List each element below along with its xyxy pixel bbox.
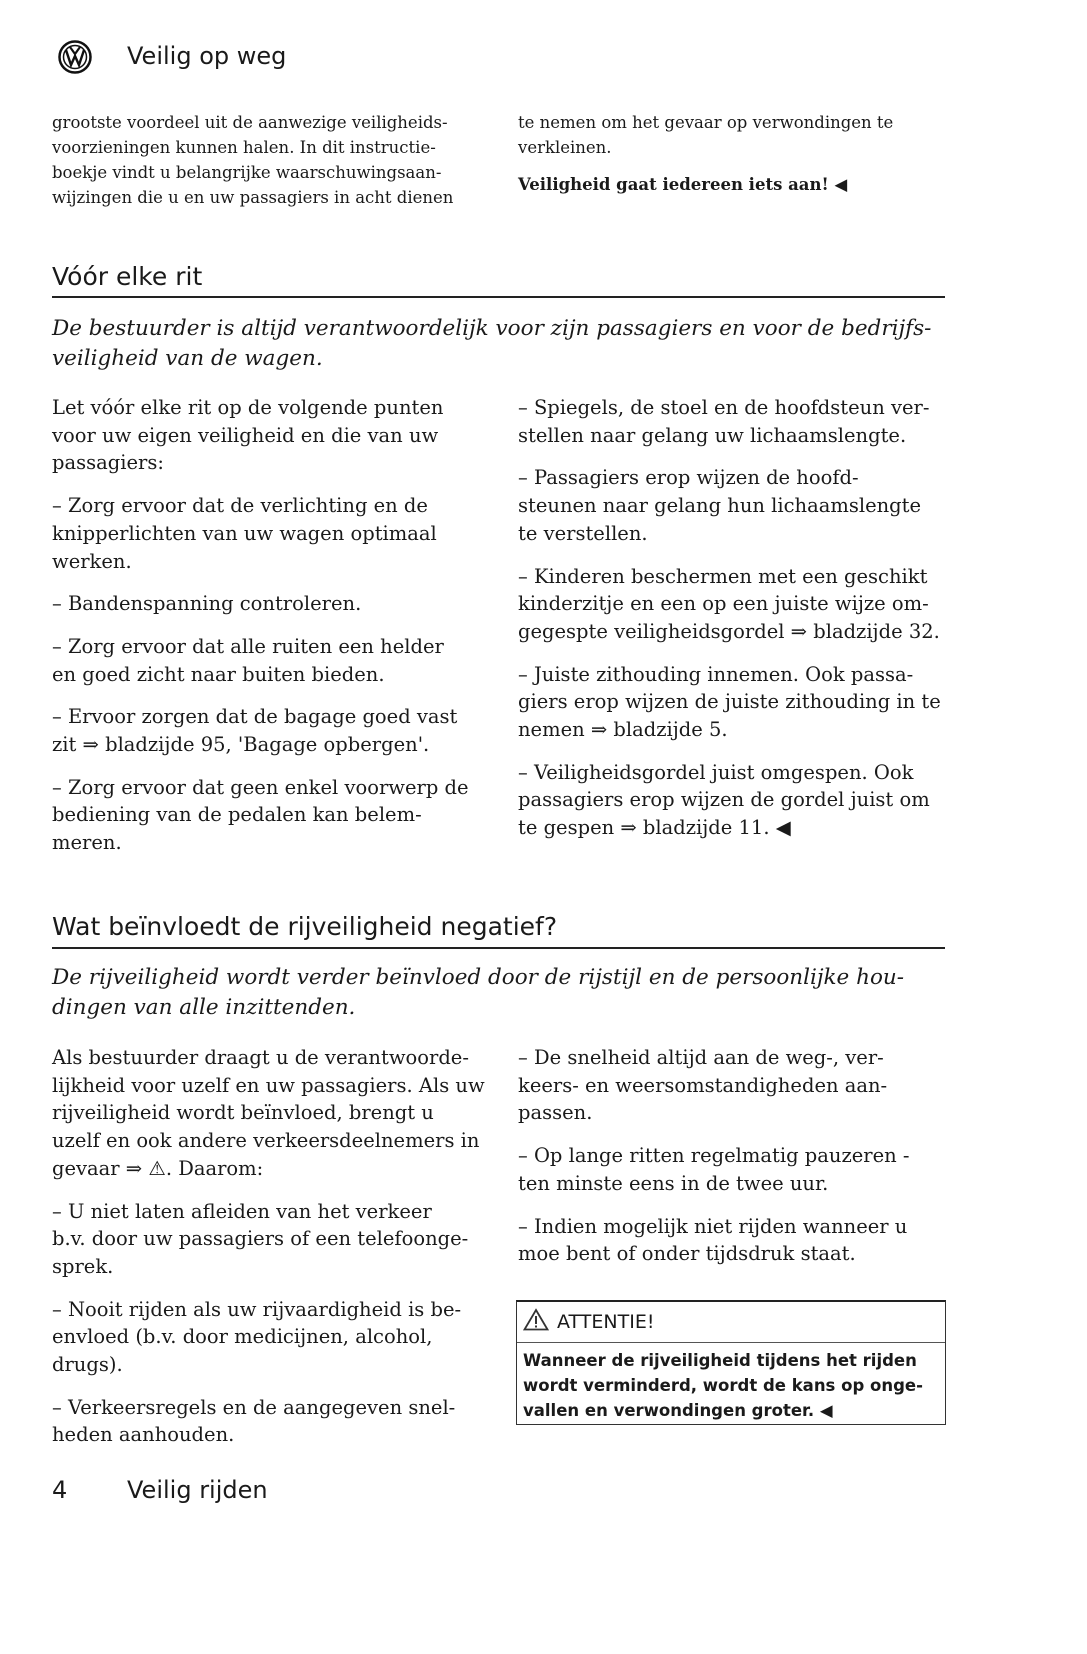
text-line: passagiers erop wijzen de gordel juist om bbox=[518, 788, 930, 812]
text-line: giers erop wijzen de juiste zithouding in te bbox=[518, 690, 941, 714]
text-line: – Ervoor zorgen dat de bagage goed vast bbox=[52, 705, 458, 729]
text-line: te nemen om het gevaar op verwondingen te bbox=[518, 113, 894, 132]
text-line: Wanneer de rijveiligheid tijdens het rijden bbox=[523, 1351, 917, 1370]
text-line: – Zorg ervoor dat alle ruiten een helder bbox=[52, 634, 444, 658]
text-line: – Indien mogelijk niet rijden wanneer u bbox=[518, 1214, 908, 1238]
text-line: en goed zicht naar buiten bieden. bbox=[52, 662, 385, 686]
paragraph bbox=[52, 590, 492, 618]
warning-triangle-icon bbox=[523, 1308, 549, 1336]
paragraph bbox=[518, 563, 948, 646]
text-line: knipperlichten van uw wagen optimaal bbox=[52, 521, 437, 545]
paragraph bbox=[52, 1394, 492, 1449]
text-line: – De snelheid altijd aan de weg-, ver- bbox=[518, 1046, 884, 1069]
chapter-title: Veilig op weg bbox=[127, 42, 287, 70]
warning-header bbox=[517, 1302, 945, 1343]
warning-text bbox=[517, 1343, 945, 1428]
section-intro bbox=[52, 314, 931, 374]
text-line: steunen naar gelang hun lichaamslengte bbox=[518, 494, 922, 518]
text-line: veiligheid van de wagen. bbox=[52, 346, 323, 371]
text-line: – Zorg ervoor dat geen enkel voorwerp de bbox=[52, 775, 469, 799]
text-line: b.v. door uw passagiers of een telefoonge- bbox=[52, 1227, 469, 1251]
text-line: zit ⇒ bladzijde 95, 'Bagage opbergen'. bbox=[52, 733, 430, 757]
left-column bbox=[52, 394, 492, 872]
text-line: kinderzitje en een op een juiste wijze om- bbox=[518, 592, 929, 616]
text-line: nemen ⇒ bladzijde 5. bbox=[518, 718, 728, 742]
text-line: ten minste eens in de twee uur. bbox=[518, 1171, 829, 1195]
paragraph bbox=[518, 464, 948, 547]
top-right-text bbox=[518, 110, 893, 160]
text-line: – Kinderen beschermen met een geschikt bbox=[518, 564, 928, 588]
text-line: Als bestuurder draagt u de verantwoorde- bbox=[52, 1046, 469, 1069]
warning-box bbox=[516, 1300, 946, 1425]
section-intro bbox=[52, 963, 904, 1023]
text-line: wordt verminderd, wordt de kans op onge- bbox=[523, 1376, 923, 1395]
text-line: – Nooit rijden als uw rijvaardigheid is be- bbox=[52, 1297, 462, 1321]
text-line: gegespte veiligheidsgordel ⇒ bladzijde 32. bbox=[518, 619, 940, 643]
text-line: passen. bbox=[518, 1101, 593, 1125]
text-line: keers- en weersomstandigheden aan- bbox=[518, 1073, 888, 1097]
text-line: meren. bbox=[52, 831, 122, 855]
text-line: envloed (b.v. door medicijnen, alcohol, bbox=[52, 1325, 433, 1349]
text-line: – Verkeersregels en de aangegeven snel- bbox=[52, 1395, 456, 1419]
text-line: te gespen ⇒ bladzijde 11. ◀ bbox=[518, 816, 791, 840]
paragraph bbox=[52, 703, 492, 758]
paragraph bbox=[52, 1044, 492, 1183]
text-line: rijveiligheid wordt beïnvloed, brengt u bbox=[52, 1101, 434, 1125]
text-line: – Spiegels, de stoel en de hoofdsteun ver- bbox=[518, 396, 930, 419]
text-line: sprek. bbox=[52, 1254, 114, 1278]
paragraph bbox=[52, 633, 492, 688]
vw-logo-icon bbox=[58, 40, 92, 78]
text-line: – Op lange ritten regelmatig pauzeren - bbox=[518, 1144, 910, 1168]
top-right-bold bbox=[518, 172, 847, 197]
text-line: werken. bbox=[52, 549, 132, 573]
text-line: verkleinen. bbox=[518, 138, 612, 157]
paragraph bbox=[52, 492, 492, 575]
text-line: stellen naar gelang uw lichaamslengte. bbox=[518, 423, 907, 447]
paragraph bbox=[518, 1044, 948, 1127]
text-line: – Bandenspanning controleren. bbox=[52, 592, 362, 616]
text-line: De bestuurder is altijd verantwoordelijk voor zijn passagiers en voor de bedrijfs- bbox=[52, 316, 932, 341]
text-line: passagiers: bbox=[52, 451, 164, 475]
text-line: dingen van alle inzittenden. bbox=[52, 995, 356, 1020]
left-column bbox=[52, 1044, 492, 1464]
text-line: – Passagiers erop wijzen de hoofd- bbox=[518, 466, 859, 490]
text-line: De rijveiligheid wordt verder beïnvloed door de rijstijl en de persoonlijke hou- bbox=[52, 965, 905, 990]
section-heading: Vóór elke rit bbox=[52, 262, 203, 291]
divider bbox=[52, 947, 945, 949]
text-line: – Juiste zithouding innemen. Ook passa- bbox=[518, 662, 914, 686]
paragraph bbox=[52, 1296, 492, 1379]
divider bbox=[52, 296, 945, 298]
section-heading: Wat beïnvloedt de rijveiligheid negatief? bbox=[52, 912, 558, 941]
text-line: bediening van de pedalen kan belem- bbox=[52, 803, 422, 827]
text-line: lijkheid voor uzelf en uw passagiers. Als uw bbox=[52, 1073, 485, 1097]
text-line: – Zorg ervoor dat de verlichting en de bbox=[52, 494, 428, 518]
paragraph bbox=[518, 759, 948, 842]
text-line: moe bent of onder tijdsdruk staat. bbox=[518, 1242, 856, 1266]
text-line: uzelf en ook andere verkeersdeelnemers in bbox=[52, 1129, 480, 1153]
page-number: 4 bbox=[52, 1476, 68, 1504]
paragraph bbox=[52, 394, 492, 477]
text-line: – U niet laten afleiden van het verkeer bbox=[52, 1199, 432, 1223]
text-line: heden aanhouden. bbox=[52, 1423, 235, 1447]
text-line: voorzieningen kunnen halen. In dit instructie- bbox=[52, 138, 436, 157]
text-line: grootste voordeel uit de aanwezige veiligheids- bbox=[52, 113, 448, 132]
top-left-text bbox=[52, 110, 453, 210]
paragraph bbox=[518, 1142, 948, 1197]
text-line: te verstellen. bbox=[518, 521, 648, 545]
paragraph bbox=[52, 1198, 492, 1281]
text-line: wijzingen die u en uw passagiers in acht dienen bbox=[52, 188, 454, 207]
text-line: boekje vindt u belangrijke waarschuwingsaan- bbox=[52, 163, 442, 182]
paragraph bbox=[52, 774, 492, 857]
text-line: drugs). bbox=[52, 1353, 123, 1377]
text-line: – Veiligheidsgordel juist omgespen. Ook bbox=[518, 760, 914, 784]
text-line: Let vóór elke rit op de volgende punten bbox=[52, 396, 444, 419]
text-line: Veiligheid gaat iedereen iets aan! ◀ bbox=[518, 175, 848, 194]
warning-title: ATTENTIE! bbox=[557, 1311, 655, 1333]
right-column bbox=[518, 1044, 948, 1283]
right-column bbox=[518, 394, 948, 857]
text-line: voor uw eigen veiligheid en die van uw bbox=[52, 423, 439, 447]
text-line: gevaar ⇒ ⚠. Daarom: bbox=[52, 1156, 264, 1180]
paragraph bbox=[518, 394, 948, 449]
footer-section-title: Veilig rijden bbox=[127, 1476, 268, 1504]
paragraph bbox=[518, 661, 948, 744]
paragraph bbox=[518, 1213, 948, 1268]
text-line: vallen en verwondingen groter. ◀ bbox=[523, 1401, 833, 1420]
